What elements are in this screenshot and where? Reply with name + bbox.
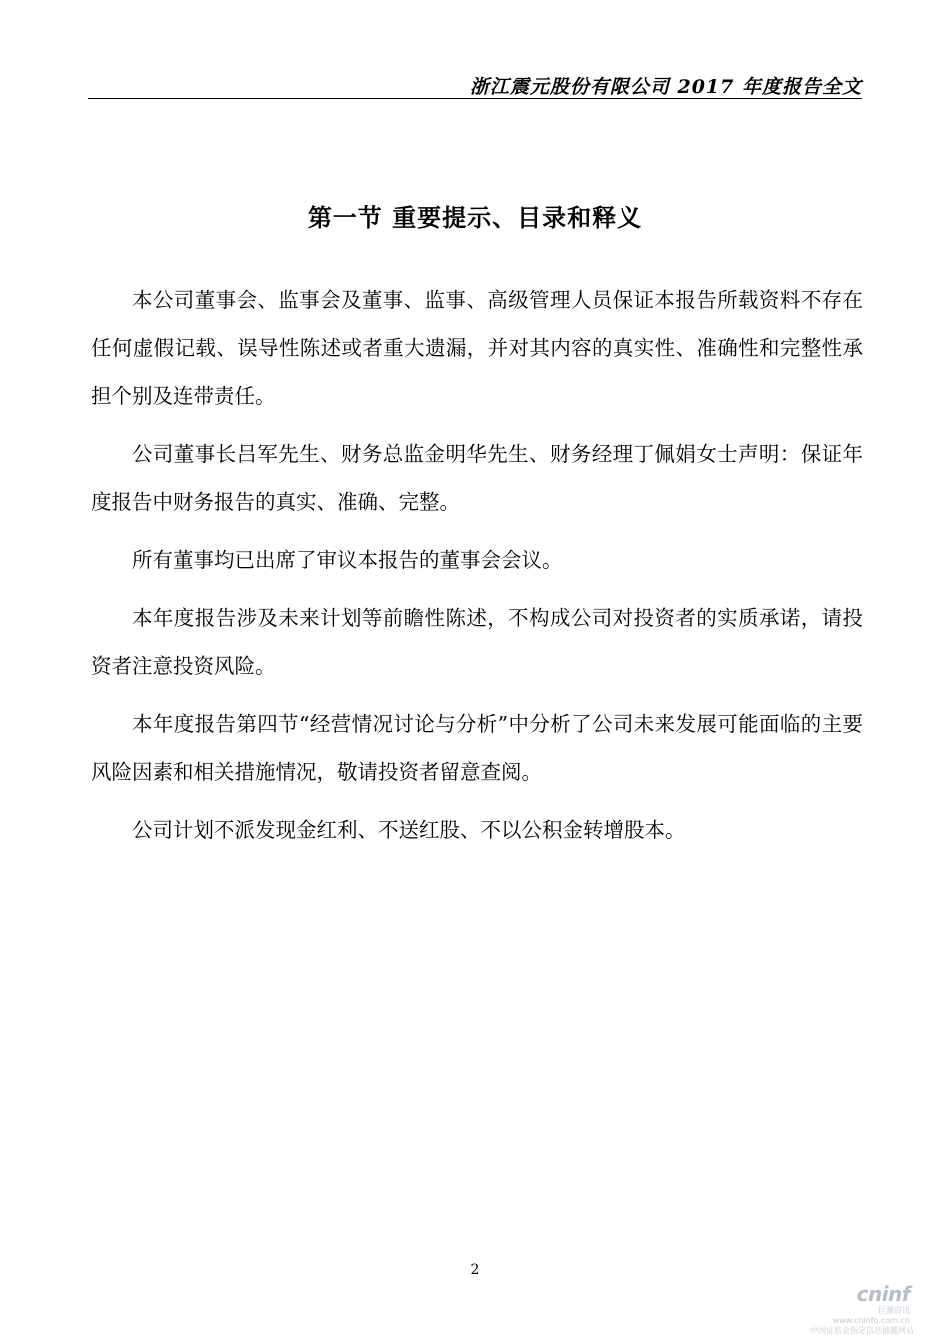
cninfo-logo: cninf: [856, 1282, 910, 1306]
paragraph-attendance: 所有董事均已出席了审议本报告的董事会会议。: [132, 548, 563, 572]
cninfo-watermark: [810, 1282, 914, 1336]
header-divider: [88, 98, 862, 99]
paragraph-officer-statement: 公司董事长吕军先生、财务总监金明华先生、财务经理丁佩娟女士声明：保证年度报告中财务报告的真实、准确、完整。: [91, 442, 863, 514]
report-header-title: 浙江震元股份有限公司 2017 年度报告全文: [469, 76, 862, 98]
watermark-tagline: 中国证监会指定信息披露网站: [810, 1326, 914, 1335]
watermark-name: 巨潮资讯: [878, 1306, 910, 1315]
section-title: 第一节 重要提示、目录和释义: [307, 203, 643, 232]
paragraph-risk-factors: 本年度报告第四节“经营情况讨论与分析”中分析了公司未来发展可能面临的主要风险因素和相关措施情况，敬请投资者留意查阅。: [91, 712, 863, 784]
watermark-url: www.cninfo.com.cn: [832, 1316, 910, 1325]
notice-body: [91, 276, 863, 864]
page-number: 2: [470, 1262, 480, 1278]
paragraph-board-guarantee: 本公司董事会、监事会及董事、监事、高级管理人员保证本报告所载资料不存在任何虚假记载、误导性陈述或者重大遗漏，并对其内容的真实性、准确性和完整性承担个别及连带责任。: [91, 288, 863, 408]
paragraph-dividend-plan: 公司计划不派发现金红利、不送红股、不以公积金转增股本。: [132, 818, 686, 842]
paragraph-forward-looking: 本年度报告涉及未来计划等前瞻性陈述，不构成公司对投资者的实质承诺，请投资者注意投资风险。: [91, 606, 863, 678]
